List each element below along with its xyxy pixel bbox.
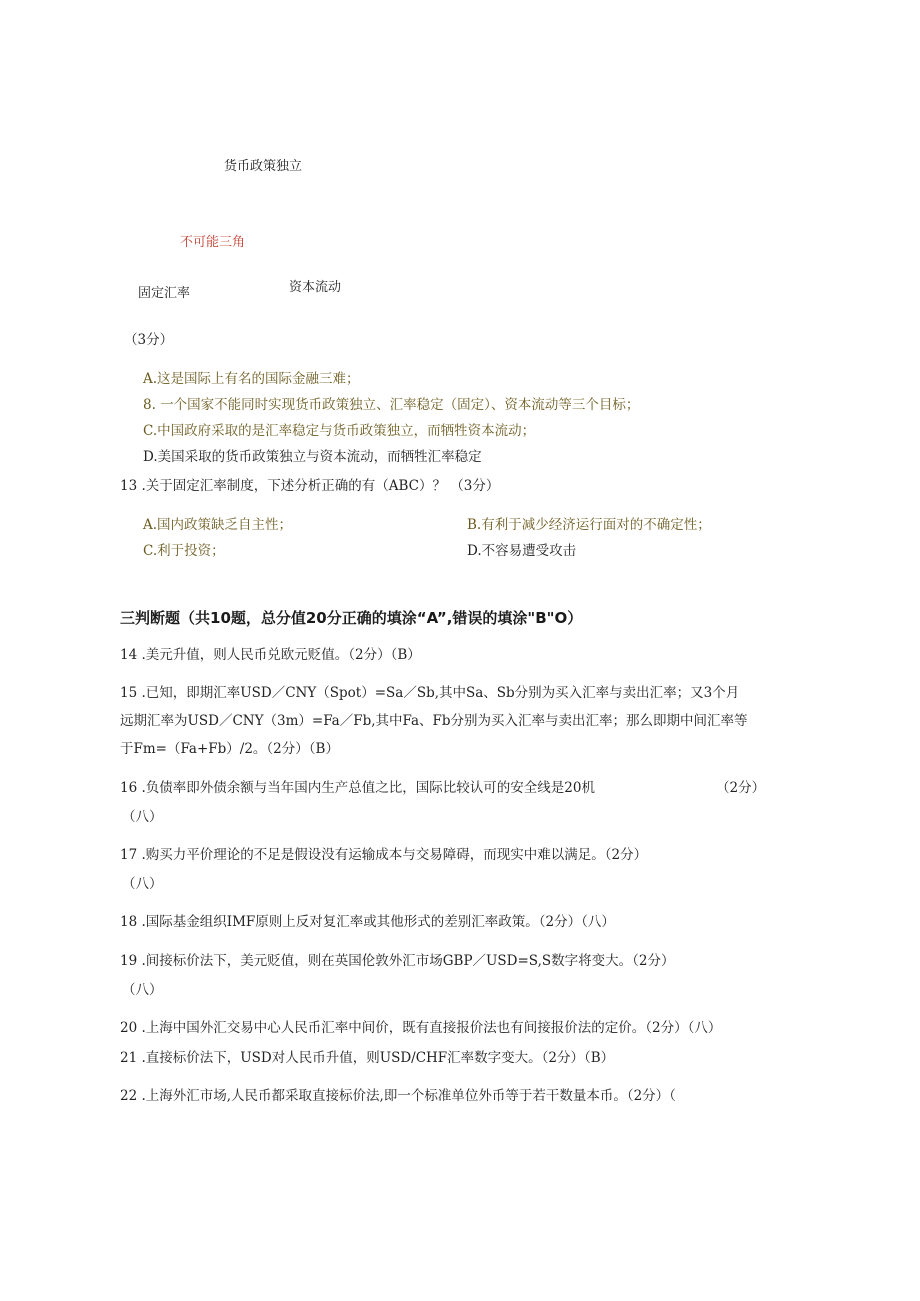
q19-answer: （八） <box>122 982 163 998</box>
q17-line1: 17 .购买力平价理论的不足是假设没有运输成本与交易障碍，而现实中难以满足。（2分） <box>120 847 648 863</box>
q13-option-a: A.国内政策缺乏自主性； <box>143 517 293 533</box>
q12-score: （3分） <box>124 332 174 348</box>
q16-score: （2分） <box>716 780 766 796</box>
q19-line1: 19 .间接标价法下，美元贬值，则在英国伦敦外汇市场GBP／USD=S,S数字将变大。（2分） <box>120 953 675 969</box>
diagram-top-label: 货币政策独立 <box>224 159 303 174</box>
diagram-left-label: 固定汇率 <box>138 286 191 301</box>
q15-line2: 远期汇率为USD／CNY（3m）=Fa／Fb,其中Fa、Fb分别为买入汇率与卖出汇率；那么即期中间汇率等 <box>120 713 748 729</box>
q15-line1: 15 .已知，即期汇率USD／CNY（Spot）=Sa／Sb,其中Sa、Sb分别为买入汇率与卖出汇率；又3个月 <box>120 685 740 701</box>
q20: 20 .上海中国外汇交易中心人民币汇率中间价，既有直接报价法也有间接报价法的定价。（2分）（八） <box>120 1020 722 1036</box>
q15-line3: 于Fm=（Fa+Fb）/2。（2分）（B） <box>120 741 339 757</box>
q13-stem: 13 .关于固定汇率制度，下述分析正确的有（ABC）？ （3分） <box>120 478 500 494</box>
q21: 21 .直接标价法下，USD对人民币升值，则USD/CHF汇率数字变大。（2分）（B） <box>120 1050 615 1066</box>
q17-answer: （八） <box>122 876 163 892</box>
q16-answer: （八） <box>122 809 163 825</box>
diagram-right-label: 资本流动 <box>289 280 342 295</box>
section-heading: 三判断题（共10题，总分值20分正确的填涂“A”,错误的填涂"B"O） <box>120 609 583 627</box>
q13-option-c: C.利于投资； <box>143 543 225 559</box>
q13-option-b: B.有利于减少经济运行面对的不确定性； <box>467 517 711 533</box>
q12-option-c: C.中国政府采取的是汇率稳定与货币政策独立，而牺牲资本流动； <box>143 423 536 439</box>
q12-option-a: A.这是国际上有名的国际金融三难； <box>143 371 360 387</box>
q22: 22 .上海外汇市场,人民币都采取直接标价法,即一个标准单位外币等于若干数量本币。（2分）（ <box>120 1088 676 1104</box>
q14: 14 .美元升值，则人民币兑欧元贬值。（2分）（B） <box>120 647 421 663</box>
q12-option-d: D.美国采取的货币政策独立与资本流动，而牺牲汇率稳定 <box>143 449 482 465</box>
q12-option-b: 8. 一个国家不能同时实现货币政策独立、汇率稳定（固定）、资本流动等三个目标； <box>143 397 640 413</box>
q18: 18 .国际基金组织IMF原则上反对复汇率或其他形式的差别汇率政策。（2分）（八） <box>120 914 615 930</box>
q16-line1: 16 .负债率即外债余额与当年国内生产总值之比，国际比较认可的安全线是20机 <box>120 780 595 796</box>
q13-option-d: D.不容易遭受攻击 <box>467 543 577 559</box>
diagram-center-label: 不可能三角 <box>180 235 246 250</box>
